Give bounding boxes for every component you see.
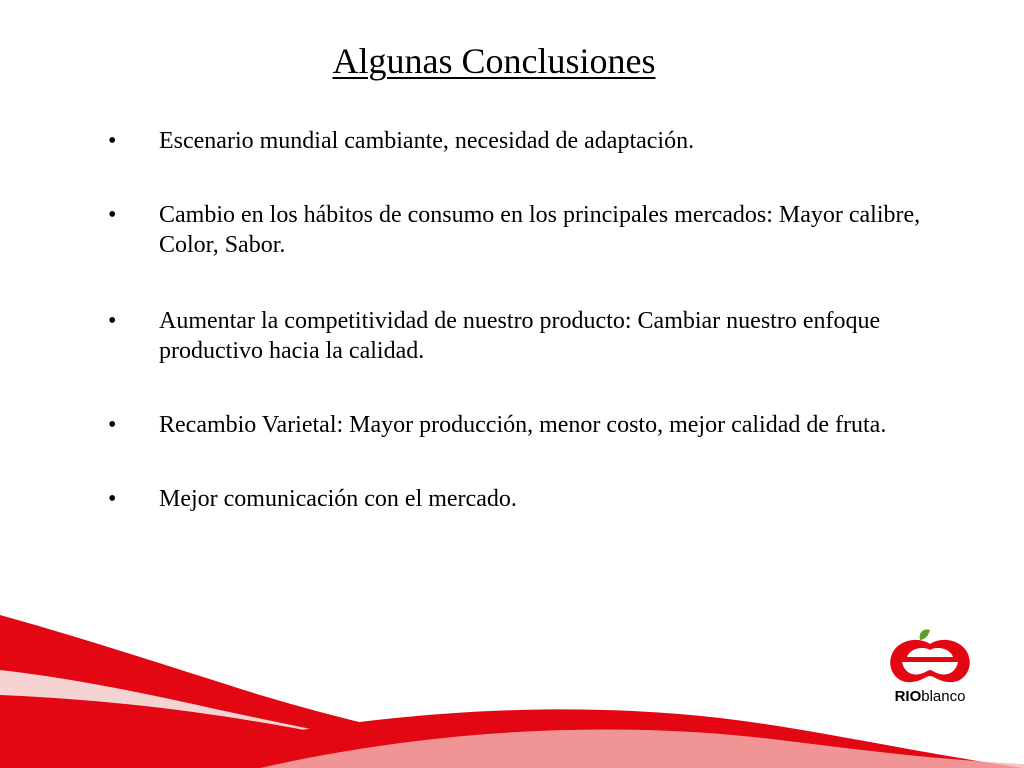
- decorative-wave-banner: [0, 600, 1024, 768]
- bullet-item: [108, 126, 928, 156]
- bullet-marker: •: [108, 202, 117, 228]
- bullet-item: [108, 200, 928, 260]
- bullet-marker: •: [108, 486, 117, 512]
- bullet-marker: •: [108, 308, 117, 334]
- bullet-text: Aumentar la competitividad de nuestro producto: Cambiar nuestro enfoque productivo hacia la calidad.: [159, 308, 881, 364]
- rioblanco-logo: [880, 628, 980, 718]
- slide-title: Algunas Conclusiones: [332, 41, 656, 81]
- bullet-marker: •: [108, 412, 117, 438]
- bullet-text: Cambio en los hábitos de consumo en los principales mercados: Mayor calibre, Color, Sabor.: [159, 202, 921, 258]
- logo-wordmark: RIOblanco: [894, 688, 966, 705]
- bullet-item: [108, 484, 928, 514]
- bullet-item: [108, 410, 928, 440]
- bullet-marker: •: [108, 128, 117, 154]
- apple-icon: [880, 628, 980, 688]
- bullet-text: Recambio Varietal: Mayor producción, menor costo, mejor calidad de fruta.: [159, 412, 887, 438]
- bullet-text: Mejor comunicación con el mercado.: [159, 486, 517, 512]
- bullet-list: [108, 120, 928, 514]
- bullet-item: [108, 306, 928, 366]
- bullet-text: Escenario mundial cambiante, necesidad de adaptación.: [159, 128, 695, 154]
